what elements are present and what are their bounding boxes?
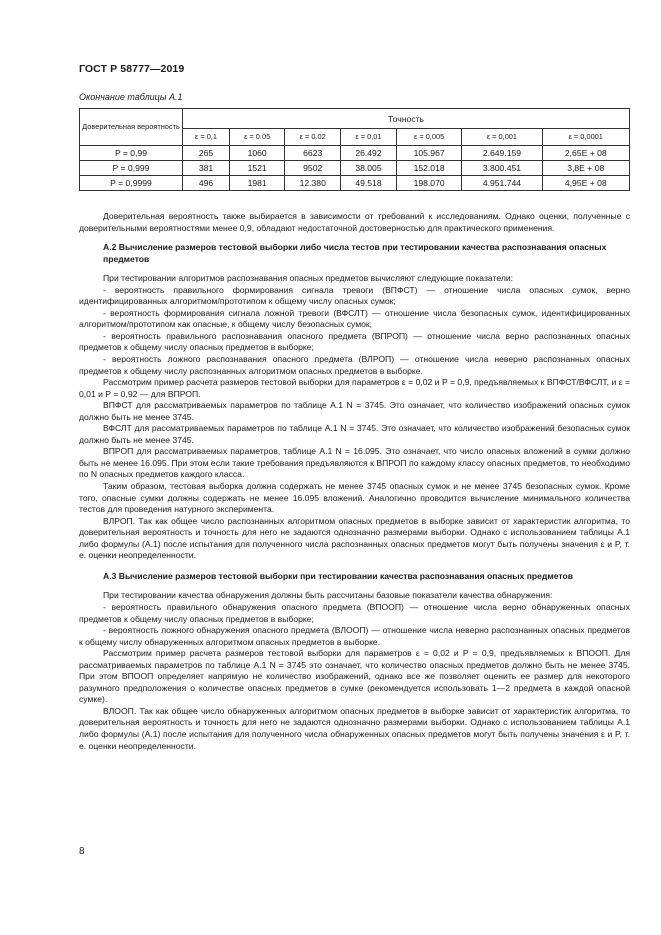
list-item: - вероятность ложного распознавания опасного предмета (ВЛРОП) — отношение числа неверно распознанных опасных предметов к общему числу распознанных алгоритмом опасных предметов в выборке. [79,354,630,376]
accuracy-table [79,108,630,191]
table-cell: 265 [183,146,230,161]
paragraph: Рассмотрим пример расчета размеров тестовой выборки для параметров ε = 0,02 и P = 0,9, предъявляемых к ВПФСТ/ВФСЛТ, и ε = 0,01 и P = 0,92 — для ВПРОП. [79,377,630,399]
paragraph: ВЛРОП. Так как общее число распознанных алгоритмом опасных предметов в выборке зависит от характеристик алгоритма, то доверительная вероятность и точность для него не задаются однозначно размерами выборки. Однако с использованием таблицы А.1 либо формулы (А.1) после испытания для полученного числа распознанных опасных предметов могут быть получены значения ε и P, т. е. оценки неопределенности. [79,515,630,561]
table-cell: 1521 [229,161,284,176]
table-cell: 38.005 [341,161,397,176]
table-cell: 496 [183,176,230,191]
list-item: - вероятность ложного обнаружения опасного предмета (ВЛООП) — отношение числа неверно распознанных опасных предметов к общему числу обнаруженных алгоритмом опасных предметов в выборке. [79,625,630,647]
table-cell: 198.070 [396,176,462,191]
epsilon-header: ε = 0,001 [462,129,542,146]
table-cell: 49.518 [341,176,397,191]
paragraph: При тестировании алгоритмов распознавания опасных предметов вычисляют следующие показатели: [103,273,514,284]
table-row [80,176,630,191]
paragraph: Рассмотрим пример расчета размеров тестовой выборки для параметров ε = 0,02 и P = 0,9, предъявляемых к ВПООП. Для рассматриваемых параметров по таблице А.1 N = 3745 это означает, что количество опасных предметов должно быть не менее 3745. При этом ВПООП определяет напрямую не количество изображений, однако все же позволяет оценить ее размер для некоторого разумного предположения о количестве опасных предметов в сумке (рекомендуется использовать 1—2 предмета в каждой опасной сумке). [79,648,630,705]
table-cell: 3.800.451 [462,161,542,176]
table-cell: 2,65E + 08 [542,146,630,161]
paragraph: Таким образом, тестовая выборка должна содержать не менее 3745 опасных сумок и не менее 3745 безопасных сумок. Кроме того, опасные сумки должны содержать не менее 16.095 вложений. Аналогично проводится вычисление минимального количества тестов для проведения натурного эксперимента. [79,481,630,515]
table-cell: P = 0,99 [80,146,183,161]
paragraph: ВПРОП для рассматриваемых параметров, таблице А.1 N = 16.095. Это означает, что число опасных вложений в сумки должно быть не менее 16.095. При этом если такие требования предъявляются к ВПРОП по каждому классу опасных предметов, то необходимо по N опасных предметов каждого класса. [79,446,630,480]
table-cell: 12.380 [285,176,341,191]
list-item: - вероятность формирования сигнала ложной тревоги (ВФСЛТ) — отношение числа безопасных сумок, идентифицированных алгоритмом/прототипом как опасные, к общему числу безопасных сумок; [79,307,630,330]
table-row [80,161,630,176]
confidence-header: Доверительная вероятность [80,109,183,146]
table-cell: 152.018 [396,161,462,176]
epsilon-header: ε = 0.05 [229,129,284,146]
paragraph: При тестировании качества обнаружения должны быть рассчитаны базовые показатели качества обнаружения: [103,590,553,601]
table-cell: 26.492 [341,146,397,161]
table-cell: 105.967 [396,146,462,161]
epsilon-header: ε = 0,005 [396,129,462,146]
paragraph: Доверительная вероятность также выбирается в зависимости от требований к исследованиям. Однако оценки, полученные с доверительными вероятностями менее 0,9, обладают недостаточной достоверностью для практического применения. [79,211,630,233]
table-row [80,146,630,161]
list-item: - вероятность правильного распознавания опасного предмета (ВПРОП) — отношение числа верно распознанных опасных предметов к общему числу опасных предметов в выборке; [79,330,630,353]
table-cell: 4,95E + 08 [542,176,630,191]
table-cell: 1060 [229,146,284,161]
list-item: - вероятность правильного обнаружения опасного предмета (ВПООП) — отношение числа верно обнаруженных опасных предметов к общему числу опасных предметов в выборке; [79,601,630,624]
paragraph: ВЛООП. Так как общее число обнаруженных алгоритмом опасных предметов в выборке зависит от характеристик алгоритма, то доверительная вероятность и точность для него не задаются однозначно размерами выборки. Однако с использованием таблицы А.1 либо формулы (А.1) после испытания для полученного числа обнаруженных опасных предметов могут быть получены значения ε и P, т. е. оценки неопределенности. [79,705,630,751]
table-cell: P = 0,999 [80,161,183,176]
table-caption: Окончание таблицы А.1 [79,92,183,102]
epsilon-header: ε = 0,0001 [542,129,630,146]
epsilon-header: ε = 0,01 [341,129,397,146]
epsilon-header: ε = 0,1 [183,129,230,146]
table-cell: 4.951.744 [462,176,542,191]
epsilon-header: ε = 0.02 [285,129,341,146]
document-header: ГОСТ Р 58777—2019 [79,63,185,75]
body-text [79,211,630,752]
table-cell: 2.649.159 [462,146,542,161]
accuracy-header: Точность [183,109,630,129]
table-cell: 6623 [285,146,341,161]
table-cell: 9502 [285,161,341,176]
section-a3-title: А.3 Вычисление размеров тестовой выборки при тестировании качества распознавания опасных предметов [103,570,574,581]
section-a2-title: А.2 Вычисление размеров тестовой выборки либо числа тестов при тестировании качества распознавания опасных предметов [103,242,607,264]
list-item: - вероятность правильного формирования сигнала тревоги (ВПФСТ) — отношение числа опасных сумок, верно идентифицированных алгоритмом/прототипом к общему числу опасных сумок; [79,284,630,307]
paragraph: ВПФСТ для рассматриваемых параметров по таблице А.1 N = 3745. Это означает, что количество изображений опасных сумок должно быть не менее 3745. [79,400,630,422]
table-cell: 3,8E + 08 [542,161,630,176]
table-cell: P = 0,9999 [80,176,183,191]
table-cell: 381 [183,161,230,176]
table-cell: 1981 [229,176,284,191]
page-number: 8 [79,846,85,857]
paragraph: ВФСЛТ для рассматриваемых параметров по таблице А.1 N = 3745. Это означает, что количество изображений безопасных сумок должно быть не менее 3745. [79,423,630,445]
